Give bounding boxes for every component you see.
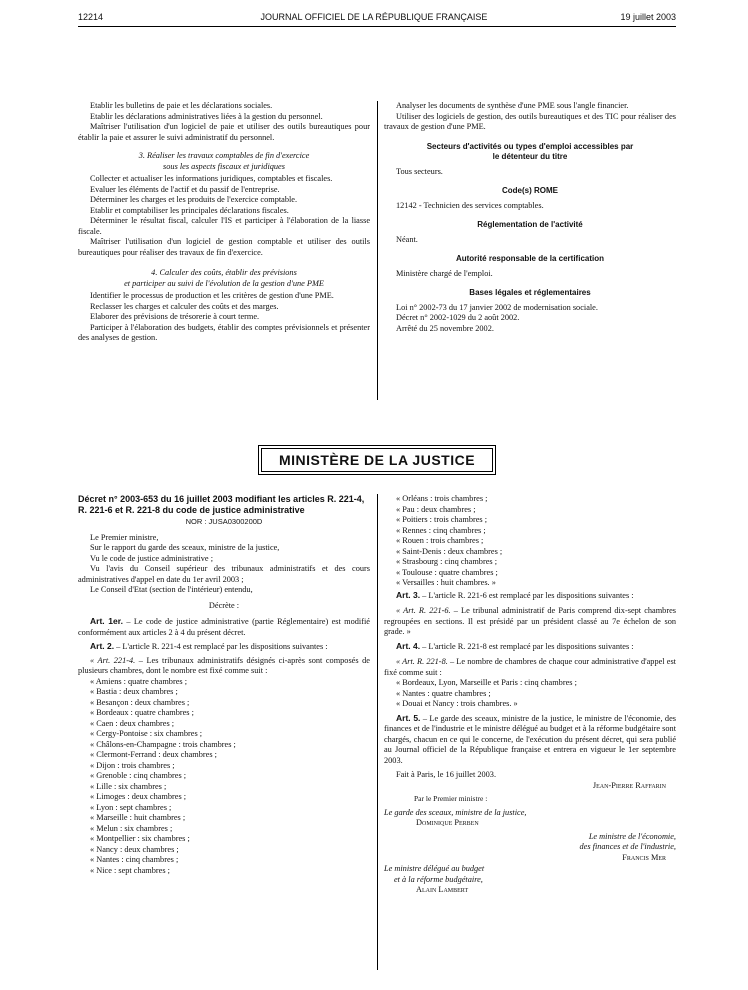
ministry-title: MINISTÈRE DE LA JUSTICE (261, 448, 493, 472)
header-rule (78, 26, 676, 27)
article-1: Art. 1er. – Le code de justice administrative (partie Réglementaire) est modifié conformément aux articles 2 à 4 du présent décret. (78, 616, 370, 637)
paragraph: 12142 - Technicien des services comptables. (396, 200, 544, 210)
section-3-title: 3. Réaliser les travaux comptables de fin d'exercice (138, 151, 310, 160)
signatory-role: Le garde des sceaux, ministre de la justice, (384, 807, 527, 817)
list-item: « Pau : deux chambres ; (396, 504, 476, 514)
paragraph: Le Premier ministre, (90, 532, 159, 542)
signatory-role: et à la réforme budgétaire, (394, 874, 483, 884)
list-item: « Bordeaux, Lyon, Marseille et Paris : cinq chambres ; (396, 678, 577, 687)
column-divider (377, 101, 378, 400)
signatory-prime-minister: Jean-Pierre Raffarin (592, 780, 666, 790)
list-item: « Poitiers : trois chambres ; (396, 515, 488, 524)
page-header (0, 10, 748, 26)
paragraph: Le Conseil d'Etat (section de l'intérieur) entendu, (90, 585, 253, 594)
decree-title: Décret n° 2003-653 du 16 juillet 2003 modifiant les articles R. 221-4, R. 221-6 et R. 221-8 du code de justice administrative (78, 494, 365, 515)
paragraph: Tous secteurs. (396, 166, 443, 176)
column-divider (377, 494, 378, 970)
article-r221-6: « Art. R. 221-6. – Le tribunal administratif de Paris comprend dix-sept chambres regroupées en sections. Il est présidé par un président classé au 7e échelon de son grade. » (384, 606, 676, 636)
list-item: « Douai et Nancy : trois chambres. » (396, 699, 518, 708)
signatory-economy: Francis Mer (622, 852, 666, 862)
paragraph: Utiliser des logiciels de gestion, des outils bureautiques et des TIC pour réaliser des travaux de gestion d'une PME. (384, 111, 676, 131)
paragraph: Vu l'avis du Conseil supérieur des tribunaux administratifs et des cours administratives d'appel en date du 1er avril 2003 ; (78, 564, 370, 584)
list-item: « Nantes : cinq chambres ; (90, 855, 179, 864)
paragraph: Reclasser les charges et calculer des coûts et des marges. (90, 301, 279, 311)
signatory-budget: Alain Lambert (416, 885, 469, 894)
paragraph: Etablir les bulletins de paie et les déclarations sociales. (90, 101, 273, 110)
section-4-title: 4. Calculer des coûts, établir des prévisions (151, 268, 297, 277)
heading-legal-bases: Bases légales et réglementaires (469, 288, 591, 297)
list-item: « Nancy : deux chambres ; (90, 844, 179, 854)
paragraph: Décret n° 2002-1029 du 2 août 2002. (396, 313, 520, 322)
paragraph: Etablir et comptabiliser les principales déclarations fiscales. (90, 205, 289, 215)
signatory-role: Le ministre de l'économie, (588, 831, 676, 841)
paragraph: Maîtriser l'utilisation d'un logiciel de gestion comptable et utiliser des outils bureautiques pour réaliser des travaux de fin d'exercice. (78, 237, 370, 257)
article-4: Art. 4. – L'article R. 221-8 est remplacé par les dispositions suivantes : (396, 640, 634, 651)
paragraph: Sur le rapport du garde des sceaux, ministre de la justice, (90, 543, 280, 552)
list-item: « Rennes : cinq chambres ; (396, 525, 486, 535)
list-item: « Versailles : huit chambres. » (396, 578, 496, 587)
list-item: « Melun : six chambres ; (90, 823, 173, 833)
nor-reference: NOR : JUSA0300200D (185, 517, 263, 526)
list-item: « Caen : deux chambres ; (90, 718, 175, 728)
paragraph: Participer à l'élaboration des budgets, établir des comptes prévisionnels et présenter des analyses de gestion. (78, 322, 370, 342)
list-item: « Limoges : deux chambres ; (90, 792, 187, 801)
paragraph: Arrêté du 25 novembre 2002. (396, 323, 494, 333)
issue-date: 19 juillet 2003 (620, 12, 676, 22)
section-3-subtitle: sous les aspects fiscaux et juridiques (163, 161, 285, 171)
tribunal-list-right (384, 494, 676, 589)
on-behalf-of: Par le Premier ministre : (414, 794, 488, 803)
list-item: « Amiens : quatre chambres ; (90, 676, 188, 686)
list-item: « Nice : sept chambres ; (90, 865, 170, 875)
list-item: « Nantes : quatre chambres ; (396, 688, 491, 698)
paragraph: Analyser les documents de synthèse d'une PME sous l'angle financier. (396, 101, 629, 110)
list-item: « Saint-Denis : deux chambres ; (396, 546, 503, 556)
heading-regulation: Réglementation de l'activité (477, 220, 583, 229)
top-left-column (78, 101, 370, 344)
top-right-column (384, 101, 676, 334)
paragraph: Maîtriser l'utilisation d'un logiciel de paie et utiliser des outils bureautiques pour établir la paie et assurer le suivi administratif du personnel. (78, 122, 370, 142)
list-item: « Orléans : trois chambres ; (396, 494, 488, 503)
list-item: « Besançon : deux chambres ; (90, 697, 190, 707)
journal-title: JOURNAL OFFICIEL DE LA RÉPUBLIQUE FRANÇAISE (260, 12, 488, 22)
decrete: Décrète : (208, 600, 240, 610)
paragraph: Déterminer les charges et les produits de l'exercice comptable. (90, 195, 298, 204)
paragraph: Néant. (396, 234, 418, 244)
list-item: « Strasbourg : cinq chambres ; (396, 557, 498, 566)
list-item: « Cergy-Pontoise : six chambres ; (90, 729, 203, 738)
article-r221-4: « Art. 221-4. – Les tribunaux administratifs désignés ci-après sont composés de plusieurs chambres, dont le nombre est fixé comme suit : (78, 655, 370, 675)
signature-place-date: Fait à Paris, le 16 juillet 2003. (396, 770, 497, 779)
list-item: « Lille : six chambres ; (90, 781, 167, 791)
signatory-role: des finances et de l'industrie, (579, 842, 676, 851)
heading-authority: Autorité responsable de la certification (455, 254, 605, 263)
paragraph: Etablir les déclarations administratives liées à la gestion du personnel. (90, 111, 323, 121)
court-list (384, 678, 676, 710)
paragraph: Ministère chargé de l'emploi. (396, 268, 493, 278)
paragraph: Evaluer les éléments de l'actif et du passif de l'entreprise. (90, 184, 280, 194)
list-item: « Clermont-Ferrand : deux chambres ; (90, 750, 217, 759)
paragraph: Loi n° 2002-73 du 17 janvier 2002 de modernisation sociale. (396, 302, 598, 312)
signatory-justice: Dominique Perben (416, 818, 479, 827)
tribunal-list-left (78, 677, 370, 877)
list-item: « Châlons-en-Champagne : trois chambres ; (90, 739, 236, 749)
article-r221-8: « Art. R. 221-8. – Le nombre de chambres de chaque cour administrative d'appel est fixé comme suit : (384, 657, 676, 677)
heading-rome: Code(s) ROME (502, 186, 558, 195)
paragraph: Vu le code de justice administrative ; (90, 553, 213, 563)
list-item: « Marseille : huit chambres ; (90, 813, 186, 822)
ministry-banner (258, 445, 496, 475)
paragraph: Collecter et actualiser les informations juridiques, comptables et fiscales. (90, 174, 333, 183)
list-item: « Montpellier : six chambres ; (90, 834, 190, 843)
paragraph: Identifier le processus de production et les critères de gestion d'une PME. (90, 291, 334, 300)
paragraph: Déterminer le résultat fiscal, calculer l'IS et participer à l'élaboration de la liasse fiscale. (78, 216, 370, 236)
list-item: « Dijon : trois chambres ; (90, 760, 175, 770)
section-4-subtitle: et participer au suivi de l'évolution de la gestion d'une PME (124, 278, 324, 288)
list-item: « Bordeaux : quatre chambres ; (90, 708, 194, 717)
page-number: 12214 (78, 12, 104, 22)
heading-sectors: Secteurs d'activités ou types d'emploi accessibles par le détenteur du titre (426, 141, 634, 161)
signatory-role: Le ministre délégué au budget (384, 864, 485, 873)
list-item: « Lyon : sept chambres ; (90, 802, 172, 812)
list-item: « Bastia : deux chambres ; (90, 687, 178, 696)
bottom-left-column (78, 494, 370, 876)
article-3: Art. 3. – L'article R. 221-6 est remplacé par les dispositions suivantes : (396, 589, 634, 600)
list-item: « Toulouse : quatre chambres ; (396, 567, 498, 577)
article-5: Art. 5. – Le garde des sceaux, ministre de la justice, le ministre de l'économie, des finances et de l'industrie et le ministre délégué au budget et à la réforme budgétaire sont chargés, chacun en ce qui le concerne, de l'exécution du présent décret, qui sera publié au Journal officiel de la République française et entrera en vigueur le 1er septembre 2003. (384, 712, 676, 765)
list-item: « Rouen : trois chambres ; (396, 536, 484, 545)
bottom-right-column (384, 494, 676, 896)
paragraph: Elaborer des prévisions de trésorerie à court terme. (90, 312, 260, 321)
list-item: « Grenoble : cinq chambres ; (90, 771, 187, 780)
article-2: Art. 2. – L'article R. 221-4 est remplacé par les dispositions suivantes : (90, 641, 328, 651)
